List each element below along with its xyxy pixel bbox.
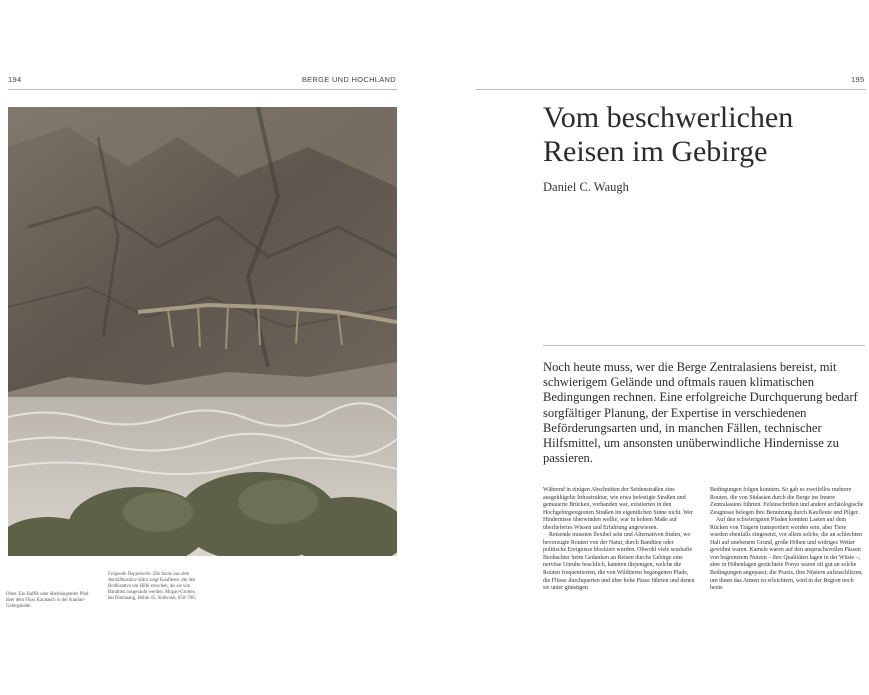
right-page-number: 195 [851, 75, 865, 84]
left-page-number: 194 [8, 75, 22, 84]
lead-rule [543, 345, 865, 346]
chapter-title [543, 101, 863, 169]
author-name: Daniel C. Waugh [543, 180, 629, 194]
body-paragraph: Während in einigen Abschnitten der Seidenstraßen eine ausgeklügelte Infrastruktur, wie etwa befestigte Straßen und gemauerte Brücken, vorhanden war, existierten in den Hochgebirgsregionen Straßen im eigentlichen Sinne nicht. Wer Hindernisse überwinden wollte, war in hohem Maße auf überliefertes Wissen und Erfahrung angewiesen. [543, 487, 693, 531]
mountain-path-photo [8, 107, 397, 556]
photo-caption: Oben: Ein Raffik oder überhängender Pfad über dem Fluss Karatasch in der Kunlun-Gebirgskette. [6, 592, 89, 609]
title-line-1: Vom beschwerlichen [543, 101, 794, 134]
caption-rest: Kaufleute, die den Bodhisattva um Hilfe ersuchen, als sie von Banditen ausgeraubt werden. Mogao-Grotten bei Dunhuang, Höhle 45, Südwand, 650–780. [108, 578, 196, 601]
title-line-2: Reisen im Gebirge [543, 135, 768, 168]
left-header-rule [8, 89, 397, 90]
lead-paragraph: Noch heute muss, wer die Berge Zentralasiens bereist, mit schwierigem Gelände und oftmals rauen klimatischen Bedingungen rechnen. Eine erfolgreiche Durchquerung bedarf sorgfältiger Planung, der Expertise in verschiedenen Beförderungsarten und, in manchen Fällen, technischer Hilfsmittel, um ansonsten unüberwindliche Hindernisse zu passieren. [543, 360, 858, 466]
body-column-2 [710, 487, 864, 593]
body-paragraph: Auf den schwierigsten Pfaden konnten Lasten auf dem Rücken von Trägern transportiert worden sein, aber Tiere wurden ebenfalls eingesetzt, vor allem solche, die an schlechten Halt auf unebenem Grund, große Höhen und widriges Wetter gewöhnt waren. Kamele waren auf den anspruchsvollen Pässen von begrenztem Nutzen – ihre Qualitäten lagen in der Wüste –, aber in Höhenlagen gezüchtete Ponys waren oft gut an solche Bedingungen angepasst; die Praxis, ihre Nüstern aufzuschlitzen, um ihnen das Atmen zu erleichtern, wird in der Region noch heute [710, 517, 863, 592]
body-paragraph: Reisende mussten flexibel sein und Alternativen finden, wo bevorzugte Routen von der Natur, durch Banditen oder politische Ereignisse blockiert wurden. Obwohl viele sesshafte Beobachter beim Gedanken an Reisen durchs Gebirge eine nervöse Unruhe beschlich, kannten diejenigen, welche die Routen frequentierten, die von Wildtieren begangenen Pfade, die Flüsse durchquerten und über hohe Pässe führten und denen sie unter günstigen [543, 532, 695, 592]
body-column-1 [543, 487, 697, 593]
running-head: BERGE UND HOCHLAND [301, 75, 396, 84]
right-header-rule [476, 89, 866, 90]
body-paragraph: Bedingungen folgen konnten. So gab es zweifellos mehrere Routen, die von Südasien durch die Berge ins Innere Zentralasiens führten. Felsinschriften und andere archäologische Zeugnisse belegen ihre Benutzung durch Kaufleute und Pilger. [710, 487, 864, 516]
caption-italic-lead: Folgende Doppelseite: Die Szene aus dem Amitābhasūtra-Sūtra zeigt [108, 572, 190, 583]
next-spread-caption [108, 572, 200, 602]
